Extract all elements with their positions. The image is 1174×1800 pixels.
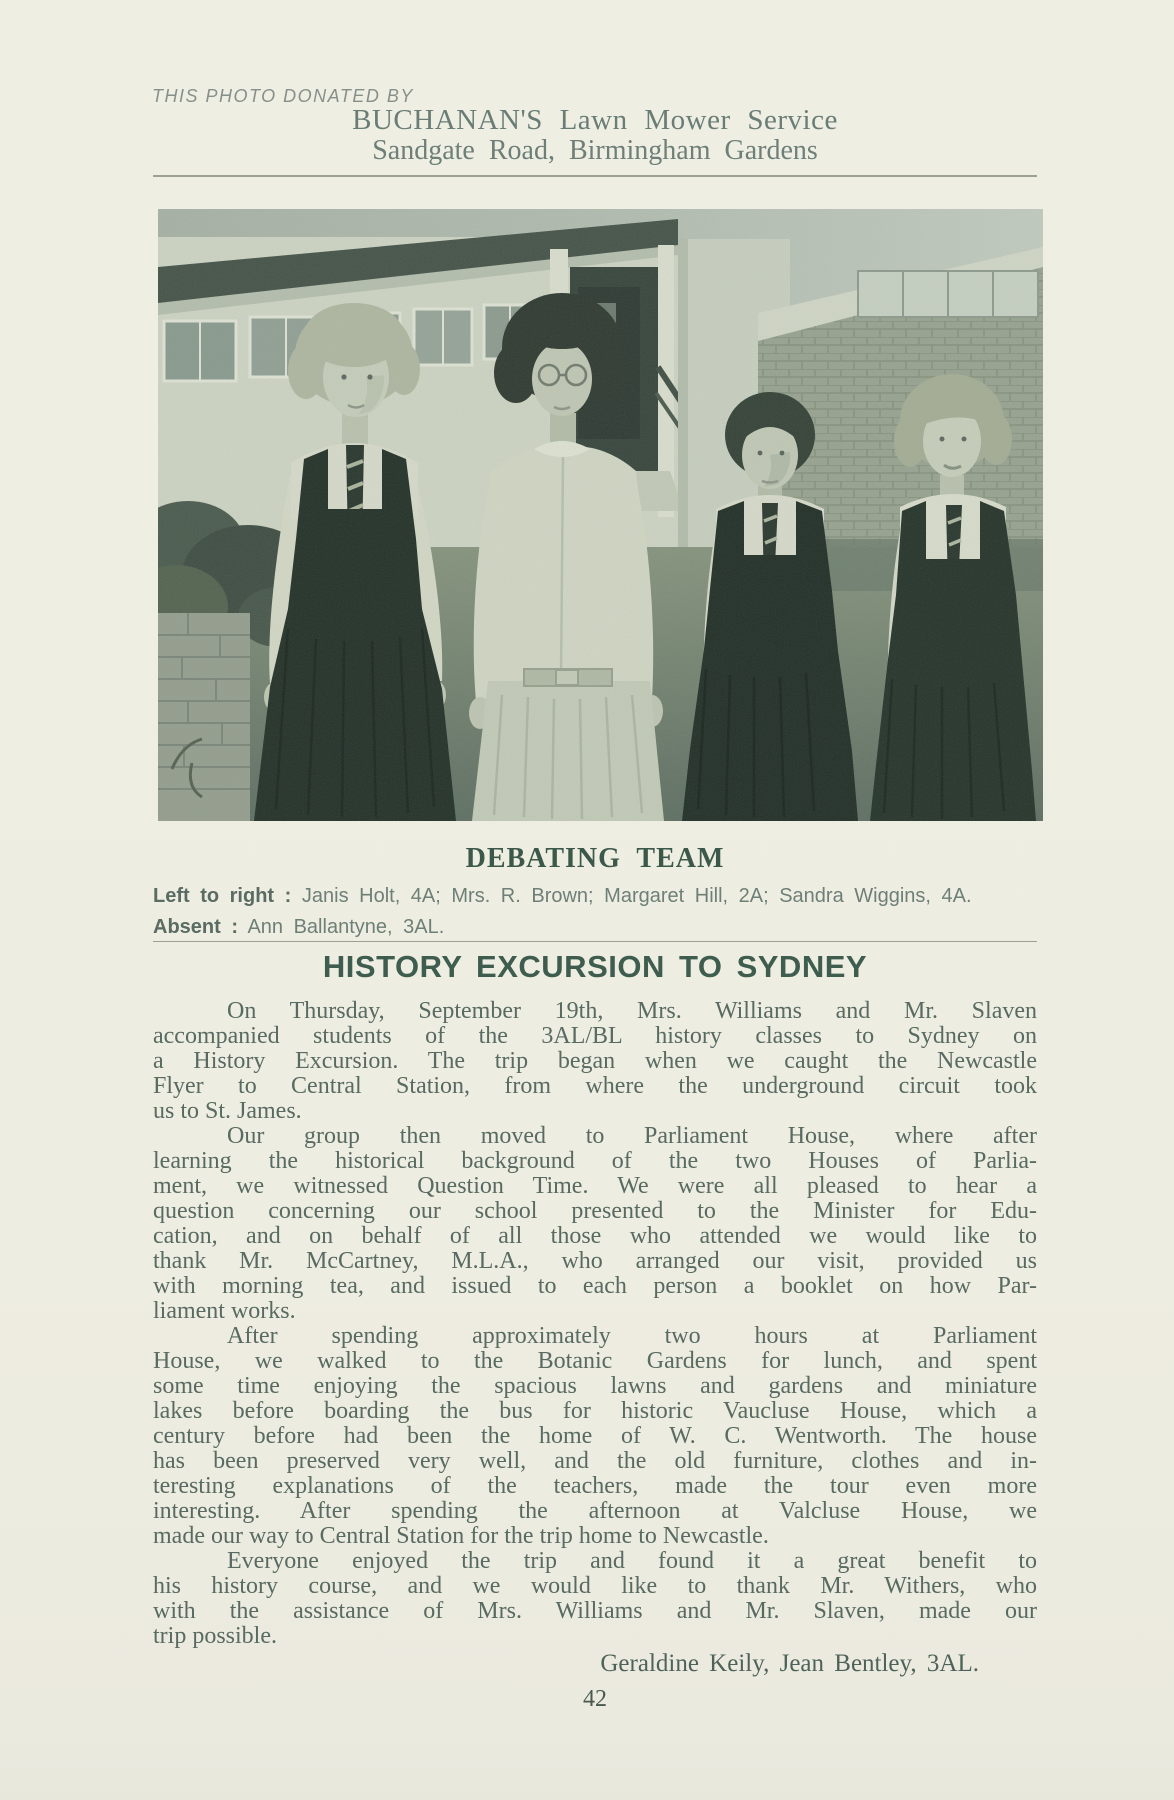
page-number: 42: [583, 1686, 607, 1712]
donor-address: Sandgate Road, Birmingham Gardens: [372, 135, 818, 166]
article-line: trip possible.: [153, 1623, 277, 1649]
article-line: a History Excursion. The trip began when we caught the Newcastle: [153, 1048, 1037, 1074]
article-line: made our way to Central Station for the trip home to Newcastle.: [153, 1523, 769, 1549]
article-line: interesting. After spending the afternoon at Valcluse House, we: [153, 1498, 1037, 1524]
article-line: House, we walked to the Botanic Gardens for lunch, and spent: [153, 1348, 1037, 1374]
photo-tint-overlay: [158, 209, 1043, 821]
article-line: liament works.: [153, 1298, 296, 1324]
article-line: After spending approximately two hours at Parliament: [227, 1323, 1037, 1349]
divider-mid: [153, 941, 1037, 942]
article-line: learning the historical background of the two Houses of Parlia-: [153, 1148, 1037, 1174]
caption-absent-names: Ann Ballantyne, 3AL.: [247, 916, 445, 938]
article-byline: Geraldine Keily, Jean Bentley, 3AL.: [600, 1650, 979, 1677]
article-title: HISTORY EXCURSION TO SYDNEY: [322, 949, 868, 984]
article-line: cation, and on behalf of all those who attended we would like to: [153, 1223, 1037, 1249]
article-line: some time enjoying the spacious lawns and gardens and miniature: [153, 1373, 1037, 1399]
article-line: accompanied students of the 3AL/BL history classes to Sydney on: [153, 1023, 1037, 1049]
article-paragraph: [153, 999, 1037, 1124]
article-line: Everyone enjoyed the trip and found it a great benefit to: [227, 1548, 1037, 1574]
article-line: Our group then moved to Parliament House, where after: [227, 1123, 1037, 1149]
article-paragraph: [153, 1124, 1037, 1324]
article-paragraph: [153, 1549, 1037, 1649]
article-paragraph: [153, 1324, 1037, 1549]
caption-left-label: Left to right :: [153, 885, 292, 907]
article-line: with the assistance of Mrs. Williams and Mr. Slaven, made our: [153, 1598, 1037, 1624]
article-line: question concerning our school presented to the Minister for Edu-: [153, 1198, 1037, 1224]
article-line: with morning tea, and issued to each person a booklet on how Par-: [153, 1273, 1037, 1299]
article-line: has been preserved very well, and the old furniture, clothes and in-: [153, 1448, 1037, 1474]
article-line: his history course, and we would like to thank Mr. Withers, who: [153, 1573, 1037, 1599]
article-line: lakes before boarding the bus for historic Vaucluse House, which a: [153, 1398, 1037, 1424]
caption-left-names: Janis Holt, 4A; Mrs. R. Brown; Margaret Hill, 2A; Sandra Wiggins, 4A.: [301, 885, 972, 907]
article-line: teresting explanations of the teachers, made the tour even more: [153, 1473, 1037, 1499]
article-line: Flyer to Central Station, from where the underground circuit took: [153, 1073, 1037, 1099]
divider-top: [153, 175, 1037, 177]
donor-credit-label: THIS PHOTO DONATED BY: [152, 86, 414, 106]
article-line: On Thursday, September 19th, Mrs. Williams and Mr. Slaven: [227, 998, 1037, 1024]
photo-heading: DEBATING TEAM: [465, 843, 725, 874]
article-line: century before had been the home of W. C. Wentworth. The house: [153, 1423, 1037, 1449]
article-body: [153, 999, 1037, 1649]
debating-team-photo: [158, 209, 1043, 821]
caption-absent-label: Absent :: [153, 916, 238, 938]
photo-scene: [158, 209, 1043, 821]
photo-caption: [153, 881, 1053, 943]
article-line: ment, we witnessed Question Time. We were all pleased to hear a: [153, 1173, 1037, 1199]
article-line: thank Mr. McCartney, M.L.A., who arranged our visit, provided us: [153, 1248, 1037, 1274]
article-line: us to St. James.: [153, 1098, 302, 1124]
donor-name: BUCHANAN'S Lawn Mower Service: [352, 104, 838, 136]
